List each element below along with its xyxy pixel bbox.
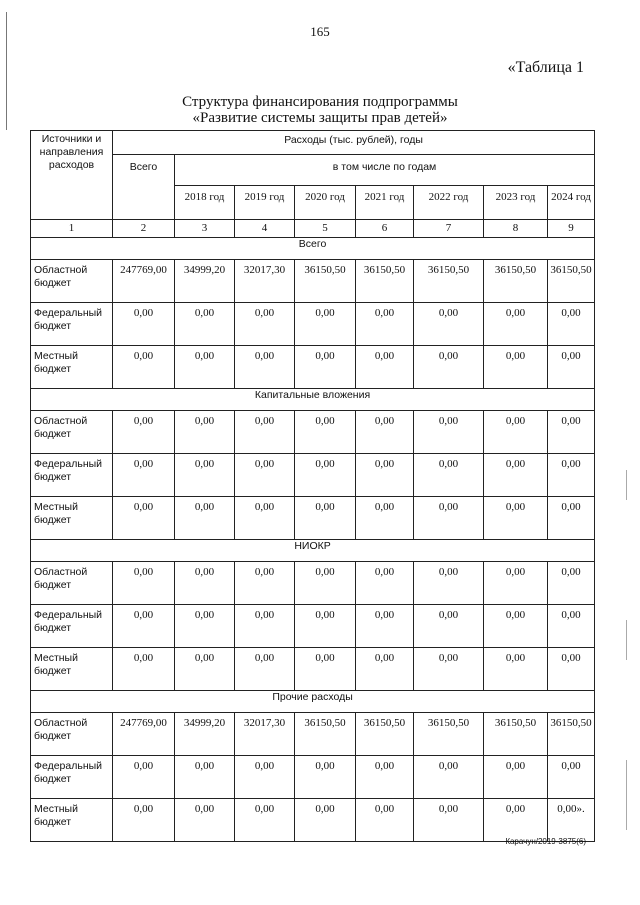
value-cell: 0,00 — [484, 756, 548, 799]
table-row — [31, 346, 595, 389]
value-cell: 0,00 — [548, 605, 595, 648]
value-cell: 36150,50 — [356, 260, 414, 303]
value-cell: 0,00 — [235, 648, 295, 691]
value-cell: 0,00 — [356, 562, 414, 605]
value-cell: 36150,50 — [295, 260, 356, 303]
title-line-1: Структура финансирования подпрограммы — [182, 94, 458, 110]
value-cell: 36150,50 — [414, 260, 484, 303]
value-cell: 0,00 — [175, 756, 235, 799]
value-cell: 0,00 — [548, 562, 595, 605]
value-cell: 0,00 — [235, 799, 295, 842]
header-year-0: 2018 год — [175, 186, 235, 220]
value-cell: 0,00 — [295, 799, 356, 842]
value-cell: 0,00 — [548, 303, 595, 346]
value-cell: 0,00 — [356, 648, 414, 691]
table-row — [31, 799, 595, 842]
value-cell: 0,00 — [295, 648, 356, 691]
value-cell: 0,00 — [113, 346, 175, 389]
section-row — [31, 238, 595, 260]
header-year-2: 2020 год — [295, 186, 356, 220]
value-cell: 0,00 — [414, 346, 484, 389]
value-cell: 0,00 — [356, 346, 414, 389]
value-cell: 0,00 — [484, 411, 548, 454]
value-cell: 0,00 — [548, 411, 595, 454]
table-row — [31, 260, 595, 303]
value-cell: 0,00 — [414, 648, 484, 691]
value-cell: 0,00 — [356, 497, 414, 540]
value-cell: 0,00 — [113, 562, 175, 605]
table-row — [31, 648, 595, 691]
value-cell: 0,00 — [414, 454, 484, 497]
table-row — [31, 562, 595, 605]
header-year-4: 2022 год — [414, 186, 484, 220]
row-label: Областной бюджет — [31, 562, 113, 605]
column-number-1: 2 — [113, 220, 175, 238]
value-cell: 0,00». — [548, 799, 595, 842]
value-cell: 0,00 — [113, 303, 175, 346]
value-cell: 0,00 — [113, 454, 175, 497]
row-label: Местный бюджет — [31, 648, 113, 691]
value-cell: 0,00 — [175, 605, 235, 648]
value-cell: 36150,50 — [356, 713, 414, 756]
header-year-5: 2023 год — [484, 186, 548, 220]
column-number-6: 7 — [414, 220, 484, 238]
value-cell: 0,00 — [295, 303, 356, 346]
value-cell: 0,00 — [175, 497, 235, 540]
value-cell: 0,00 — [414, 303, 484, 346]
value-cell: 0,00 — [484, 799, 548, 842]
value-cell: 0,00 — [484, 648, 548, 691]
value-cell: 0,00 — [414, 799, 484, 842]
value-cell: 34999,20 — [175, 260, 235, 303]
row-label: Федеральный бюджет — [31, 756, 113, 799]
column-number-0: 1 — [31, 220, 113, 238]
value-cell: 0,00 — [295, 454, 356, 497]
value-cell: 36150,50 — [548, 260, 595, 303]
value-cell: 0,00 — [548, 756, 595, 799]
column-number-8: 9 — [548, 220, 595, 238]
value-cell: 0,00 — [113, 605, 175, 648]
value-cell: 0,00 — [175, 648, 235, 691]
header-year-6: 2024 год — [548, 186, 595, 220]
value-cell: 0,00 — [548, 454, 595, 497]
value-cell: 0,00 — [414, 497, 484, 540]
section-title: Прочие расходы — [31, 691, 595, 713]
value-cell: 247769,00 — [113, 260, 175, 303]
header-expenses: Расходы (тыс. рублей), годы — [113, 131, 595, 155]
row-label: Местный бюджет — [31, 497, 113, 540]
section-title: Капитальные вложения — [31, 389, 595, 411]
value-cell: 36150,50 — [295, 713, 356, 756]
value-cell: 0,00 — [113, 648, 175, 691]
row-label: Областной бюджет — [31, 411, 113, 454]
value-cell: 0,00 — [356, 605, 414, 648]
row-label: Местный бюджет — [31, 799, 113, 842]
value-cell: 0,00 — [484, 454, 548, 497]
section-row — [31, 389, 595, 411]
value-cell: 0,00 — [414, 756, 484, 799]
table-row — [31, 303, 595, 346]
header-by-years: в том числе по годам — [175, 155, 595, 186]
value-cell: 0,00 — [484, 497, 548, 540]
value-cell: 0,00 — [175, 411, 235, 454]
value-cell: 0,00 — [295, 562, 356, 605]
value-cell: 36150,50 — [484, 713, 548, 756]
page-number: 165 — [310, 24, 330, 39]
value-cell: 0,00 — [235, 756, 295, 799]
value-cell: 0,00 — [235, 605, 295, 648]
value-cell: 34999,20 — [175, 713, 235, 756]
row-label: Федеральный бюджет — [31, 454, 113, 497]
scan-artifact — [626, 470, 627, 500]
value-cell: 0,00 — [175, 303, 235, 346]
table-title — [0, 94, 640, 126]
value-cell: 0,00 — [235, 411, 295, 454]
value-cell: 0,00 — [175, 799, 235, 842]
value-cell: 0,00 — [414, 411, 484, 454]
value-cell: 0,00 — [235, 303, 295, 346]
value-cell: 0,00 — [235, 497, 295, 540]
scan-artifact — [626, 760, 627, 830]
value-cell: 0,00 — [414, 605, 484, 648]
value-cell: 0,00 — [113, 756, 175, 799]
column-number-5: 6 — [356, 220, 414, 238]
title-line-2: «Развитие системы защиты прав детей» — [192, 110, 448, 126]
value-cell: 0,00 — [235, 454, 295, 497]
value-cell: 0,00 — [356, 799, 414, 842]
table-row — [31, 756, 595, 799]
value-cell: 0,00 — [235, 562, 295, 605]
value-cell: 247769,00 — [113, 713, 175, 756]
row-label: Федеральный бюджет — [31, 605, 113, 648]
scan-artifact — [626, 620, 627, 660]
value-cell: 0,00 — [484, 346, 548, 389]
financing-table — [30, 130, 595, 842]
column-number-7: 8 — [484, 220, 548, 238]
row-label: Федеральный бюджет — [31, 303, 113, 346]
value-cell: 0,00 — [113, 799, 175, 842]
value-cell: 0,00 — [484, 303, 548, 346]
section-row — [31, 691, 595, 713]
table-row — [31, 411, 595, 454]
document-code: Карачун/2019-3875(6) — [505, 837, 586, 846]
header-year-1: 2019 год — [235, 186, 295, 220]
header-total: Всего — [113, 155, 175, 220]
value-cell: 0,00 — [295, 411, 356, 454]
column-number-3: 4 — [235, 220, 295, 238]
value-cell: 0,00 — [414, 562, 484, 605]
value-cell: 0,00 — [548, 648, 595, 691]
table-label: «Таблица 1 — [507, 59, 584, 76]
value-cell: 0,00 — [295, 756, 356, 799]
value-cell: 0,00 — [295, 497, 356, 540]
value-cell: 0,00 — [484, 562, 548, 605]
value-cell: 0,00 — [548, 346, 595, 389]
section-row — [31, 540, 595, 562]
value-cell: 0,00 — [356, 303, 414, 346]
header-year-3: 2021 год — [356, 186, 414, 220]
value-cell: 0,00 — [356, 454, 414, 497]
value-cell: 0,00 — [356, 756, 414, 799]
value-cell: 36150,50 — [484, 260, 548, 303]
value-cell: 32017,30 — [235, 260, 295, 303]
section-title: Всего — [31, 238, 595, 260]
row-label: Областной бюджет — [31, 260, 113, 303]
value-cell: 32017,30 — [235, 713, 295, 756]
value-cell: 0,00 — [484, 605, 548, 648]
value-cell: 0,00 — [295, 605, 356, 648]
value-cell: 0,00 — [548, 497, 595, 540]
value-cell: 0,00 — [113, 411, 175, 454]
value-cell: 0,00 — [356, 411, 414, 454]
column-number-2: 3 — [175, 220, 235, 238]
value-cell: 0,00 — [295, 346, 356, 389]
row-label: Областной бюджет — [31, 713, 113, 756]
column-number-4: 5 — [295, 220, 356, 238]
value-cell: 0,00 — [113, 497, 175, 540]
value-cell: 0,00 — [175, 562, 235, 605]
table-row — [31, 605, 595, 648]
table-row — [31, 497, 595, 540]
section-title: НИОКР — [31, 540, 595, 562]
header-sources: Источники и направления расходов — [31, 131, 113, 220]
value-cell: 0,00 — [175, 454, 235, 497]
value-cell: 0,00 — [235, 346, 295, 389]
table-row — [31, 713, 595, 756]
value-cell: 0,00 — [175, 346, 235, 389]
value-cell: 36150,50 — [548, 713, 595, 756]
row-label: Местный бюджет — [31, 346, 113, 389]
value-cell: 36150,50 — [414, 713, 484, 756]
table-row — [31, 454, 595, 497]
